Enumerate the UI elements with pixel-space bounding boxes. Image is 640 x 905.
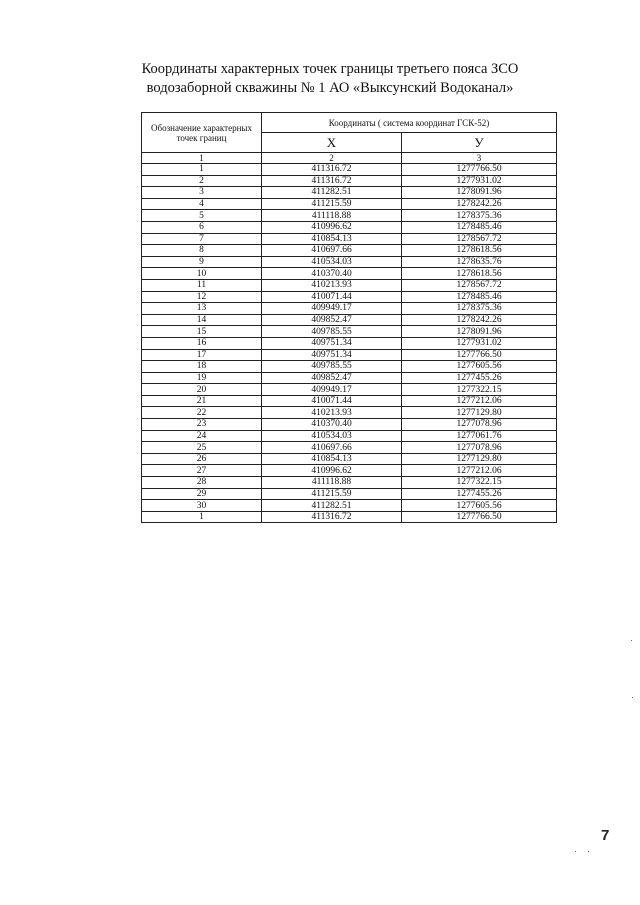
- point-id-cell: 22: [142, 407, 262, 419]
- point-id-cell: 19: [142, 372, 262, 384]
- scan-speck: [575, 851, 576, 852]
- y-coordinate-cell: 1278618.56: [402, 268, 557, 280]
- point-id-cell: 21: [142, 395, 262, 407]
- y-coordinate-cell: 1278485.46: [402, 221, 557, 233]
- point-id-cell: 15: [142, 326, 262, 338]
- y-coordinate-cell: 1278618.56: [402, 245, 557, 257]
- scan-speck: [631, 640, 632, 641]
- point-id-cell: 8: [142, 245, 262, 257]
- coordinates-table: [141, 112, 557, 523]
- y-coordinate-cell: 1278635.76: [402, 256, 557, 268]
- column-number: 1: [142, 153, 262, 164]
- y-coordinate-cell: 1278567.72: [402, 279, 557, 291]
- x-coordinate-cell: 410370.40: [262, 268, 402, 280]
- y-coordinate-cell: 1278242.26: [402, 314, 557, 326]
- document-title: [100, 60, 560, 98]
- point-id-cell: 25: [142, 442, 262, 454]
- point-id-cell: 12: [142, 291, 262, 303]
- y-coordinate-cell: 1277129.80: [402, 453, 557, 465]
- x-coordinate-cell: 410697.66: [262, 442, 402, 454]
- coordinates-table-body: [142, 164, 557, 523]
- point-id-cell: 27: [142, 465, 262, 477]
- point-id-cell: 26: [142, 453, 262, 465]
- page-number: 7: [601, 827, 610, 844]
- point-id-cell: 30: [142, 500, 262, 512]
- x-coordinate-cell: 409785.55: [262, 326, 402, 338]
- y-coordinate-cell: 1278485.46: [402, 291, 557, 303]
- y-coordinate-cell: 1278375.36: [402, 303, 557, 315]
- table-row: [142, 210, 557, 222]
- y-coordinate-cell: 1277455.26: [402, 372, 557, 384]
- scan-speck: [588, 851, 589, 852]
- point-id-cell: 14: [142, 314, 262, 326]
- column-number: 3: [402, 153, 557, 164]
- y-coordinate-cell: 1278242.26: [402, 198, 557, 210]
- table-row: [142, 245, 557, 257]
- point-id-cell: 6: [142, 221, 262, 233]
- y-coordinate-cell: 1277322.15: [402, 477, 557, 489]
- table-row: [142, 407, 557, 419]
- y-coordinate-cell: 1277766.50: [402, 511, 557, 523]
- point-id-cell: 13: [142, 303, 262, 315]
- coordinates-system-header: Координаты ( система координат ГСК-52): [262, 113, 557, 133]
- point-id-cell: 9: [142, 256, 262, 268]
- title-line-1: Координаты характерных точек границы третьего пояса ЗСО: [141, 61, 519, 77]
- x-coordinate-cell: 411215.59: [262, 488, 402, 500]
- y-coordinate-cell: 1278375.36: [402, 210, 557, 222]
- point-id-cell: 3: [142, 187, 262, 199]
- point-designation-header-text: Обозначение характерных точек границ: [151, 122, 252, 143]
- point-designation-header: [142, 113, 262, 153]
- point-id-cell: 16: [142, 337, 262, 349]
- x-coordinate-cell: 410996.62: [262, 465, 402, 477]
- x-coordinate-cell: 409852.47: [262, 314, 402, 326]
- table-row: [142, 372, 557, 384]
- x-column-header: X: [262, 133, 402, 153]
- y-column-header: У: [402, 133, 557, 153]
- table-row: [142, 279, 557, 291]
- point-id-cell: 11: [142, 279, 262, 291]
- x-coordinate-cell: 409785.55: [262, 361, 402, 373]
- point-id-cell: 2: [142, 175, 262, 187]
- table-row: [142, 395, 557, 407]
- table-row: [142, 500, 557, 512]
- x-coordinate-cell: 411282.51: [262, 500, 402, 512]
- x-coordinate-cell: 409751.34: [262, 337, 402, 349]
- table-row: [142, 198, 557, 210]
- y-coordinate-cell: 1277078.96: [402, 419, 557, 431]
- x-coordinate-cell: 410071.44: [262, 395, 402, 407]
- table-row: [142, 430, 557, 442]
- title-line-2: водозаборной скважины № 1 АО «Выксунский Водоканал»: [146, 80, 514, 96]
- y-coordinate-cell: 1277061.76: [402, 430, 557, 442]
- point-id-cell: 4: [142, 198, 262, 210]
- y-coordinate-cell: 1277605.56: [402, 500, 557, 512]
- y-coordinate-cell: 1277766.50: [402, 349, 557, 361]
- point-id-cell: 10: [142, 268, 262, 280]
- table-row: [142, 361, 557, 373]
- x-coordinate-cell: 410071.44: [262, 291, 402, 303]
- table-row: [142, 477, 557, 489]
- y-coordinate-cell: 1277931.02: [402, 337, 557, 349]
- table-row: [142, 314, 557, 326]
- y-coordinate-cell: 1277931.02: [402, 175, 557, 187]
- table-row: [142, 221, 557, 233]
- table-row: [142, 419, 557, 431]
- y-coordinate-cell: 1278567.72: [402, 233, 557, 245]
- table-row: [142, 442, 557, 454]
- x-coordinate-cell: 409949.17: [262, 384, 402, 396]
- x-coordinate-cell: 410213.93: [262, 279, 402, 291]
- y-coordinate-cell: 1277212.06: [402, 465, 557, 477]
- point-id-cell: 1: [142, 511, 262, 523]
- point-id-cell: 5: [142, 210, 262, 222]
- x-coordinate-cell: 411215.59: [262, 198, 402, 210]
- table-row: [142, 384, 557, 396]
- x-coordinate-cell: 410697.66: [262, 245, 402, 257]
- x-coordinate-cell: 410854.13: [262, 233, 402, 245]
- y-coordinate-cell: 1277129.80: [402, 407, 557, 419]
- table-row: [142, 453, 557, 465]
- table-row: [142, 233, 557, 245]
- point-id-cell: 17: [142, 349, 262, 361]
- point-id-cell: 28: [142, 477, 262, 489]
- x-coordinate-cell: 411316.72: [262, 164, 402, 176]
- x-coordinate-cell: 410854.13: [262, 453, 402, 465]
- table-row: [142, 488, 557, 500]
- x-coordinate-cell: 409751.34: [262, 349, 402, 361]
- point-id-cell: 7: [142, 233, 262, 245]
- x-coordinate-cell: 411118.88: [262, 477, 402, 489]
- table-row: [142, 291, 557, 303]
- scan-speck: [632, 697, 633, 698]
- x-coordinate-cell: 410370.40: [262, 419, 402, 431]
- x-coordinate-cell: 410996.62: [262, 221, 402, 233]
- table-row: [142, 465, 557, 477]
- y-coordinate-cell: 1277212.06: [402, 395, 557, 407]
- x-coordinate-cell: 410534.03: [262, 256, 402, 268]
- x-coordinate-cell: 409852.47: [262, 372, 402, 384]
- table-row: [142, 268, 557, 280]
- table-row: [142, 256, 557, 268]
- y-coordinate-cell: 1278091.96: [402, 326, 557, 338]
- point-id-cell: 20: [142, 384, 262, 396]
- point-id-cell: 23: [142, 419, 262, 431]
- y-coordinate-cell: 1277766.50: [402, 164, 557, 176]
- y-coordinate-cell: 1277322.15: [402, 384, 557, 396]
- table-row: [142, 337, 557, 349]
- table-row: [142, 164, 557, 176]
- point-id-cell: 29: [142, 488, 262, 500]
- column-number: 2: [262, 153, 402, 164]
- y-coordinate-cell: 1277605.56: [402, 361, 557, 373]
- x-coordinate-cell: 411316.72: [262, 175, 402, 187]
- table-row: [142, 303, 557, 315]
- y-coordinate-cell: 1277078.96: [402, 442, 557, 454]
- y-coordinate-cell: 1278091.96: [402, 187, 557, 199]
- table-row: [142, 175, 557, 187]
- x-coordinate-cell: 410534.03: [262, 430, 402, 442]
- x-coordinate-cell: 409949.17: [262, 303, 402, 315]
- table-row: [142, 187, 557, 199]
- table-row: [142, 511, 557, 523]
- y-coordinate-cell: 1277455.26: [402, 488, 557, 500]
- x-coordinate-cell: 411282.51: [262, 187, 402, 199]
- point-id-cell: 18: [142, 361, 262, 373]
- table-row: [142, 326, 557, 338]
- x-coordinate-cell: 410213.93: [262, 407, 402, 419]
- table-row: [142, 349, 557, 361]
- x-coordinate-cell: 411316.72: [262, 511, 402, 523]
- point-id-cell: 24: [142, 430, 262, 442]
- x-coordinate-cell: 411118.88: [262, 210, 402, 222]
- point-id-cell: 1: [142, 164, 262, 176]
